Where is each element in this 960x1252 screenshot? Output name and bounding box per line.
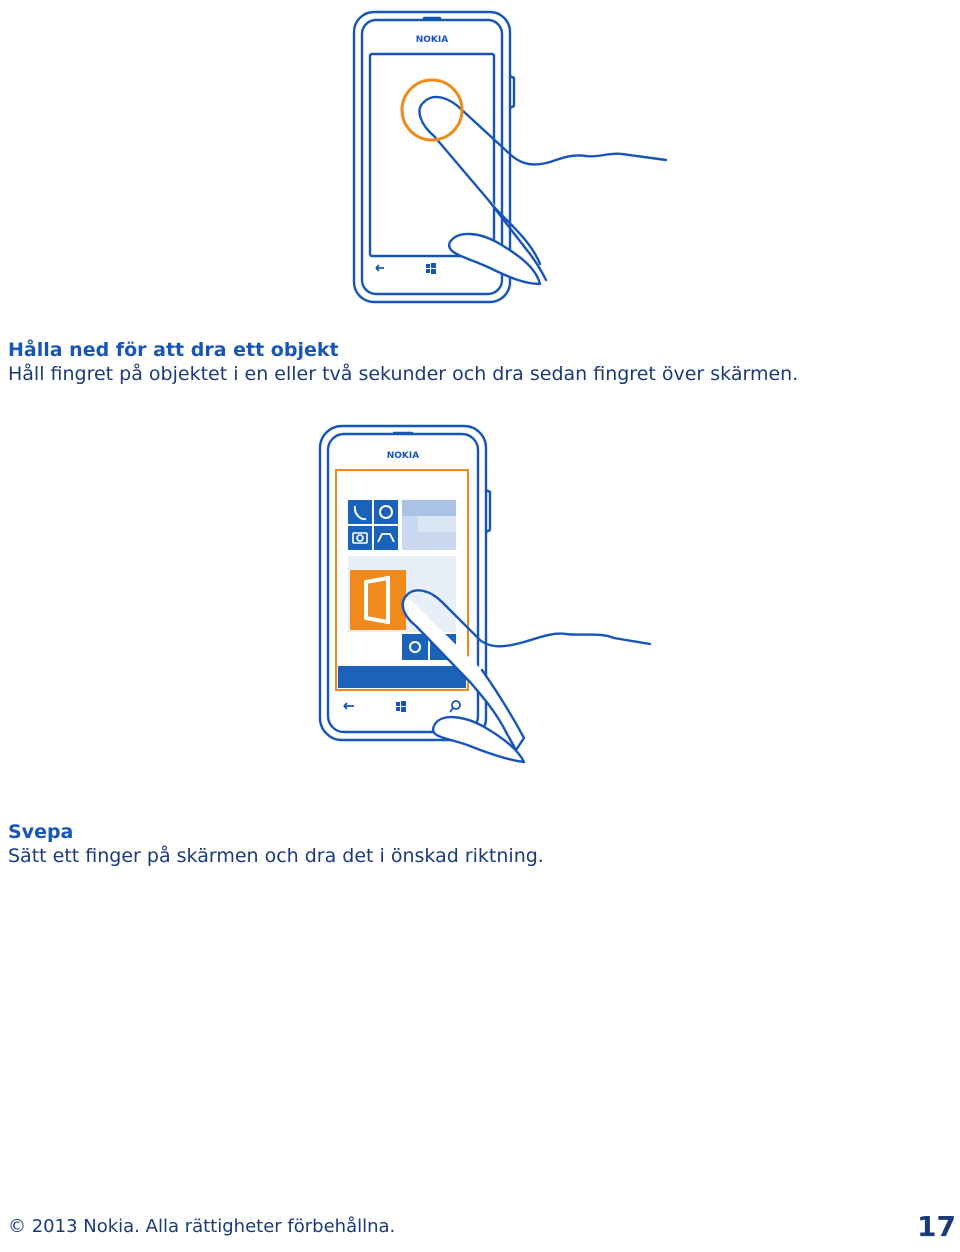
windows-logo-icon xyxy=(396,701,406,712)
footer-copyright: © 2013 Nokia. Alla rättigheter förbehållna. xyxy=(8,1216,396,1237)
swipe-section-title: Svepa xyxy=(8,821,74,843)
swipe-section-text: Sätt ett finger på skärmen och dra det i önskad riktning. xyxy=(8,845,544,867)
back-arrow-icon xyxy=(344,703,354,709)
search-icon xyxy=(450,701,460,712)
swipe-illustration xyxy=(310,420,670,780)
windows-logo-icon xyxy=(426,263,436,274)
page-number: 17 xyxy=(917,1210,956,1243)
tap-and-hold-illustration xyxy=(340,6,680,306)
hold-section-text: Håll fingret på objektet i en eller två sekunder och dra sedan fingret över skärmen. xyxy=(8,363,799,385)
nokia-logo: NOKIA xyxy=(386,451,420,461)
hold-section-title: Hålla ned för att dra ett objekt xyxy=(8,339,339,361)
nokia-logo: NOKIA xyxy=(415,35,449,45)
back-arrow-icon xyxy=(376,265,384,271)
office-icon xyxy=(350,570,406,630)
phone-screen xyxy=(370,54,494,256)
